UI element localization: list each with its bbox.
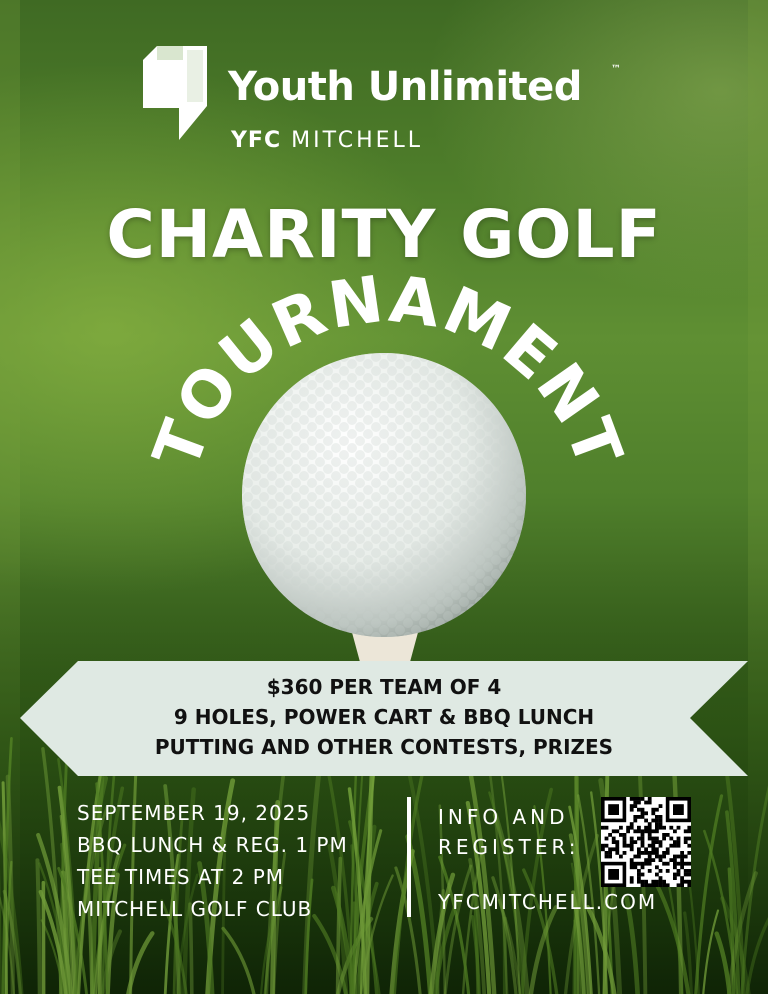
brand-sub-bold: YFC <box>231 128 282 153</box>
register-info <box>438 802 580 862</box>
qr-code-icon[interactable] <box>601 797 691 887</box>
event-tee-time: TEE TIMES AT 2 PM <box>77 865 285 889</box>
register-label-1: INFO AND <box>438 805 569 829</box>
event-title: CHARITY GOLF <box>106 196 662 273</box>
banner-line-inclusions: 9 HOLES, POWER CART & BBQ LUNCH <box>173 705 595 729</box>
pricing-banner <box>20 661 748 776</box>
arc-title-text: TOURNAMENT <box>139 262 637 479</box>
brand-sub-light: MITCHELL <box>291 128 424 153</box>
banner-line-contests: PUTTING AND OTHER CONTESTS, PRIZES <box>154 735 614 759</box>
website-link[interactable]: YFCMITCHELL.COM <box>438 890 658 914</box>
event-lunch-time: BBQ LUNCH & REG. 1 PM <box>77 833 348 857</box>
banner-line-price: $360 PER TEAM OF 4 <box>266 675 502 699</box>
brand-name: Youth Unlimited <box>228 64 582 110</box>
event-details <box>77 797 348 925</box>
event-date: SEPTEMBER 19, 2025 <box>77 801 311 825</box>
vertical-divider <box>407 797 411 917</box>
register-label-2: REGISTER: <box>438 835 580 859</box>
trademark-symbol: ™ <box>611 64 621 75</box>
event-location: MITCHELL GOLF CLUB <box>77 897 313 921</box>
